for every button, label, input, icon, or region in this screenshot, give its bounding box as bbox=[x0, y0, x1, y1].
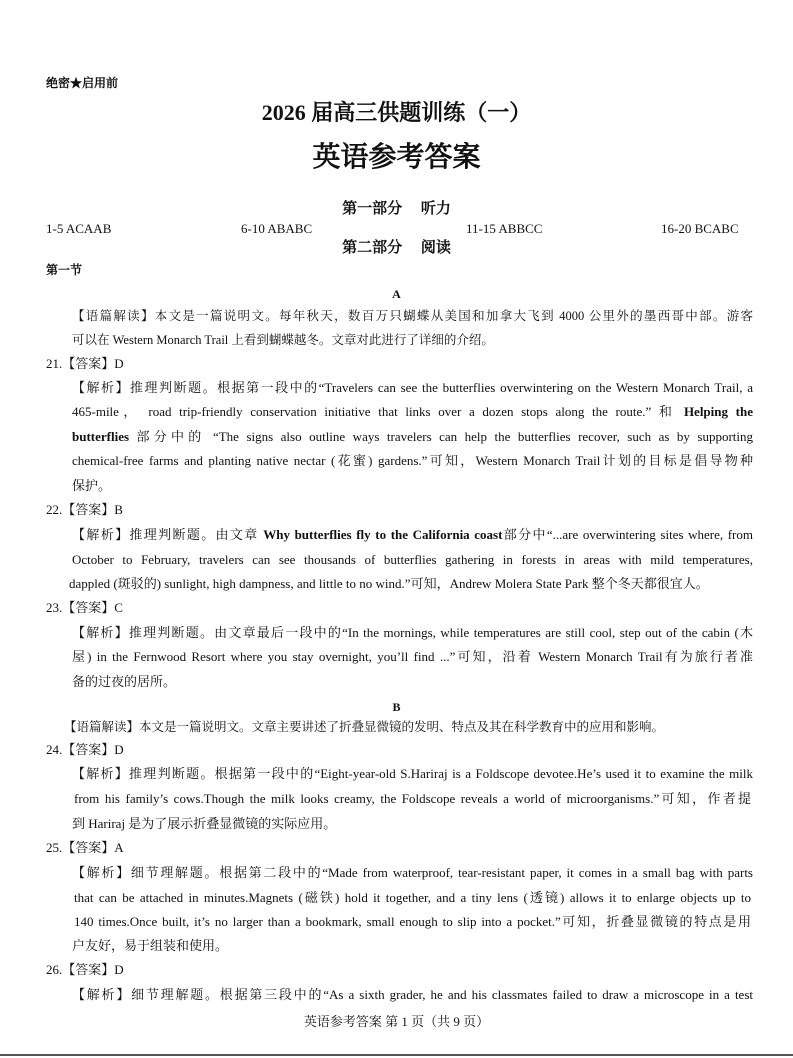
text: 部分中的 “The signs also outline ways travelers can help the butterflies recover, such as by supporting bbox=[129, 429, 753, 444]
answer-group: 16-20 BCABC bbox=[661, 221, 739, 236]
q22-answer: 22.【答案】B bbox=[46, 502, 123, 517]
passage-a-label: A bbox=[392, 287, 401, 301]
q23-analysis: 备的过夜的居所。 bbox=[72, 674, 177, 689]
part2-heading: 第二部分 阅读 bbox=[342, 240, 451, 256]
passage-a-intro: 【语篇解读】本文是一篇说明文。每年秋天，数百万只蝴蝶从美国和加拿大飞到 4000 公里外的墨西哥中部。游客 bbox=[72, 309, 753, 323]
text: 465-mile， road trip-friendly conservation initiative that links over a dozen stops along the route.” 和 bbox=[72, 404, 684, 419]
passage-b-label: B bbox=[392, 700, 401, 714]
q25-analysis: 【解析】细节理解题。根据第二段中的“Made from waterproof, tear-resistant paper, it comes in a small bag with parts bbox=[72, 865, 753, 880]
q23-analysis: 屋) in the Fernwood Resort where you stay overnight, you’ll find ...”可知，沿着 Western Monarch Trail有为旅行者准 bbox=[72, 649, 753, 664]
q24-analysis: 【解析】推理判断题。根据第一段中的“Eight-year-old S.Hariraj is a Foldscope devotee.He’s used it to examine the milk bbox=[72, 766, 753, 781]
q25-analysis: 户友好，易于组装和使用。 bbox=[72, 938, 229, 953]
q22-analysis bbox=[72, 527, 753, 543]
bold-text: butterflies bbox=[72, 429, 130, 444]
passage-a-intro: 可以在 Western Monarch Trail 上看到蝴蝶越冬。文章对此进行了详细的介绍。 bbox=[72, 333, 494, 347]
bold-text: Why butterflies fly to the California coast bbox=[263, 527, 503, 542]
q22-analysis: October to February, travelers can see thousands of butterflies gathering in forests in areas with mild temperatures, bbox=[72, 552, 753, 567]
section-label: 第一节 bbox=[46, 263, 83, 277]
q23-analysis: 【解析】推理判断题。由文章最后一段中的“In the mornings, while temperatures are still cool, step out of the cabin (木 bbox=[72, 625, 753, 640]
q24-answer: 24.【答案】D bbox=[46, 742, 124, 757]
confidential-label: 绝密★启用前 bbox=[46, 76, 119, 90]
text: 【解析】推理判断题。由文章 bbox=[72, 527, 264, 542]
q21-analysis: 保护。 bbox=[72, 478, 112, 493]
q24-analysis: from his family’s cows.Though the milk looks creamy, the Foldscope reveals a world of microorganisms.”可知，作者提 bbox=[74, 791, 751, 806]
q21-analysis bbox=[72, 404, 753, 420]
q21-analysis bbox=[72, 429, 753, 445]
q22-analysis: dappled (斑驳的) sunlight, high dampness, and little to no wind.”可知，Andrew Molera State Park 整个冬天都很宜人。 bbox=[69, 576, 709, 591]
answer-group: 6-10 ABABC bbox=[241, 221, 313, 236]
q21-analysis: 【解析】推理判断题。根据第一段中的“Travelers can see the butterflies overwintering on the Western Monarch Trail, a bbox=[72, 380, 753, 395]
document-subtitle: 英语参考答案 bbox=[312, 142, 481, 173]
bold-text: Helping the bbox=[683, 404, 753, 419]
q25-answer: 25.【答案】A bbox=[46, 840, 124, 855]
q21-analysis: chemical-free farms and planting native nectar (花蜜) gardens.”可知，Western Monarch Trail计划的目标是倡导物种 bbox=[72, 453, 753, 468]
part1-heading: 第一部分 听力 bbox=[342, 201, 451, 217]
answer-group: 11-15 ABBCC bbox=[466, 221, 543, 236]
text: 部分中“...are overwintering sites where, from bbox=[502, 527, 753, 542]
q23-answer: 23.【答案】C bbox=[46, 600, 123, 615]
document-title: 2026 届高三供题训练（一） bbox=[261, 100, 532, 125]
page-footer: 英语参考答案 第 1 页（共 9 页） bbox=[303, 1014, 490, 1029]
q25-analysis: that can be attached in minutes.Magnets (磁铁) hold it together, and a tiny lens (透镜) allows it to enlarge objects up to bbox=[74, 890, 751, 905]
q24-analysis: 到 Hariraj 是为了展示折叠显微镜的实际应用。 bbox=[72, 816, 337, 831]
q25-analysis: 140 times.Once built, it’s no larger than a bookmark, small enough to slip into a pocket.”可知，折叠显微镜的特点是用 bbox=[74, 914, 751, 929]
answer-group: 1-5 ACAAB bbox=[46, 221, 112, 236]
passage-b-intro: 【语篇解读】本文是一篇说明文。文章主要讲述了折叠显微镜的发明、特点及其在科学教育中的应用和影响。 bbox=[64, 720, 665, 734]
q21-answer: 21.【答案】D bbox=[46, 356, 124, 371]
q26-analysis: 【解析】细节理解题。根据第三段中的“As a sixth grader, he and his classmates failed to draw a microscope in a test bbox=[72, 987, 753, 1002]
q26-answer: 26.【答案】D bbox=[46, 962, 124, 977]
page-divider bbox=[0, 1054, 793, 1056]
